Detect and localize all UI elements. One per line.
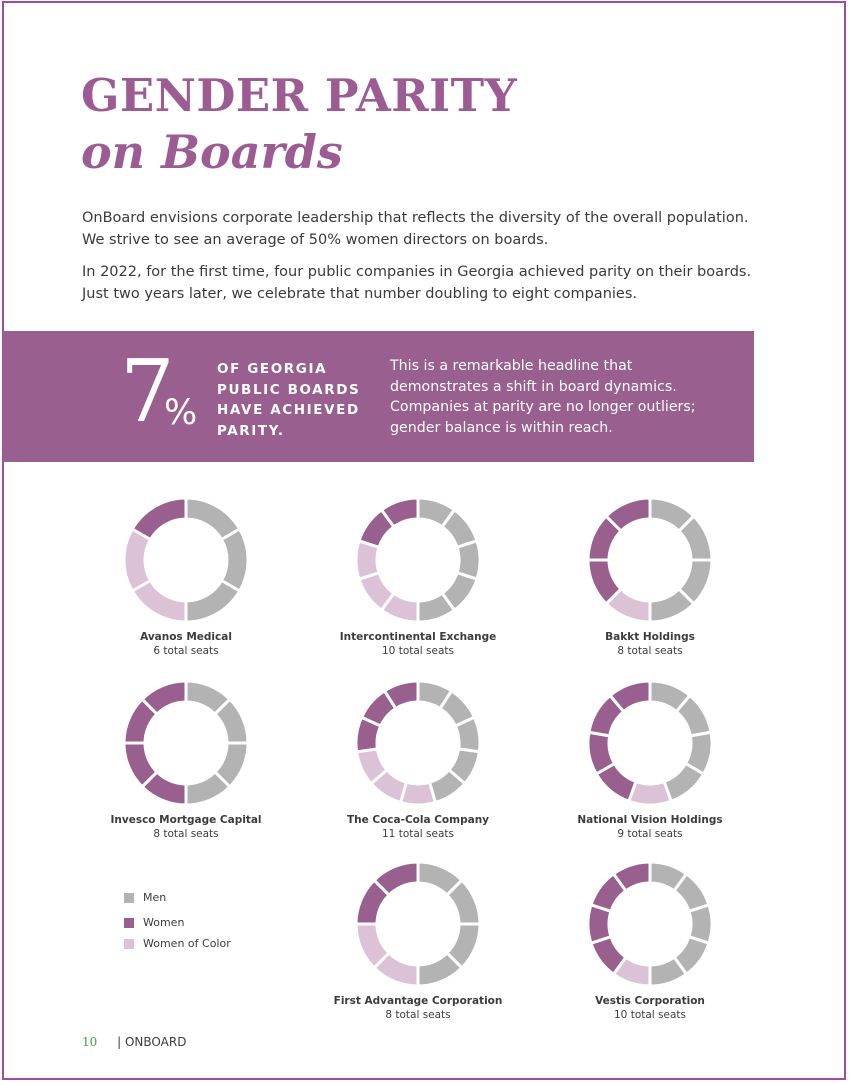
chart-company-name: Avanos Medical (140, 631, 232, 643)
donut-svg (123, 497, 249, 623)
chart-total-seats: 10 total seats (614, 1009, 686, 1021)
donut-segment-men (186, 581, 240, 623)
legend-label: Women of Color (143, 937, 231, 950)
stat-headline: This is a remarkable headline that demonstrates a shift in board dynamics. Companies at parity are no longer outliers; gender balance is within reach. (390, 358, 696, 436)
donut-svg (355, 680, 481, 806)
legend-label: Women (143, 916, 185, 929)
chart-total-seats: 10 total seats (382, 645, 454, 657)
stat-caption: OF GEORGIA PUBLIC BOARDS HAVE ACHIEVED PARITY. (217, 361, 361, 439)
chart-company-name: The Coca-Cola Company (346, 814, 490, 826)
donut-svg (123, 680, 249, 806)
chart-company-name: Invesco Mortgage Capital (110, 814, 262, 826)
chart-total-seats: 9 total seats (617, 828, 683, 840)
legend-swatch-women-of-color (124, 939, 134, 949)
legend-label: Men (143, 891, 167, 904)
donut-svg (587, 861, 713, 987)
chart-company-name: National Vision Holdings (577, 814, 723, 826)
page-subtitle: on Boards (81, 125, 343, 179)
chart-company-name: Bakkt Holdings (605, 631, 695, 643)
footer-brand: | ONBOARD (117, 1035, 187, 1049)
legend-swatch-men (124, 893, 134, 903)
donut-svg (355, 497, 481, 623)
page-number: 10 (82, 1035, 98, 1049)
chart-total-seats: 8 total seats (617, 645, 683, 657)
donut-svg (587, 680, 713, 806)
chart-total-seats: 6 total seats (153, 645, 219, 657)
stat-number: 7 (120, 342, 169, 442)
page-title: GENDER PARITY (81, 69, 518, 122)
chart-total-seats: 8 total seats (153, 828, 219, 840)
chart-company-name: Vestis Corporation (595, 995, 705, 1007)
chart-company-name: Intercontinental Exchange (339, 631, 497, 643)
chart-company-name: First Advantage Corporation (333, 995, 503, 1007)
donut-segment-women (132, 498, 186, 540)
intro-paragraph-1: OnBoard envisions corporate leadership that reflects the diversity of the overall population. We strive to see an average of 50% women directors on boards. (82, 210, 749, 248)
donut-svg (355, 861, 481, 987)
chart-total-seats: 11 total seats (382, 828, 454, 840)
intro-paragraph-2: In 2022, for the first time, four public companies in Georgia achieved parity on their boards. Just two years later, we celebrate that number doubling to eight companies. (82, 264, 752, 302)
footer (82, 1035, 186, 1049)
stat-percent-sign: % (164, 393, 198, 433)
donut-svg (587, 497, 713, 623)
chart-total-seats: 8 total seats (385, 1009, 451, 1021)
legend-swatch-women (124, 918, 134, 928)
